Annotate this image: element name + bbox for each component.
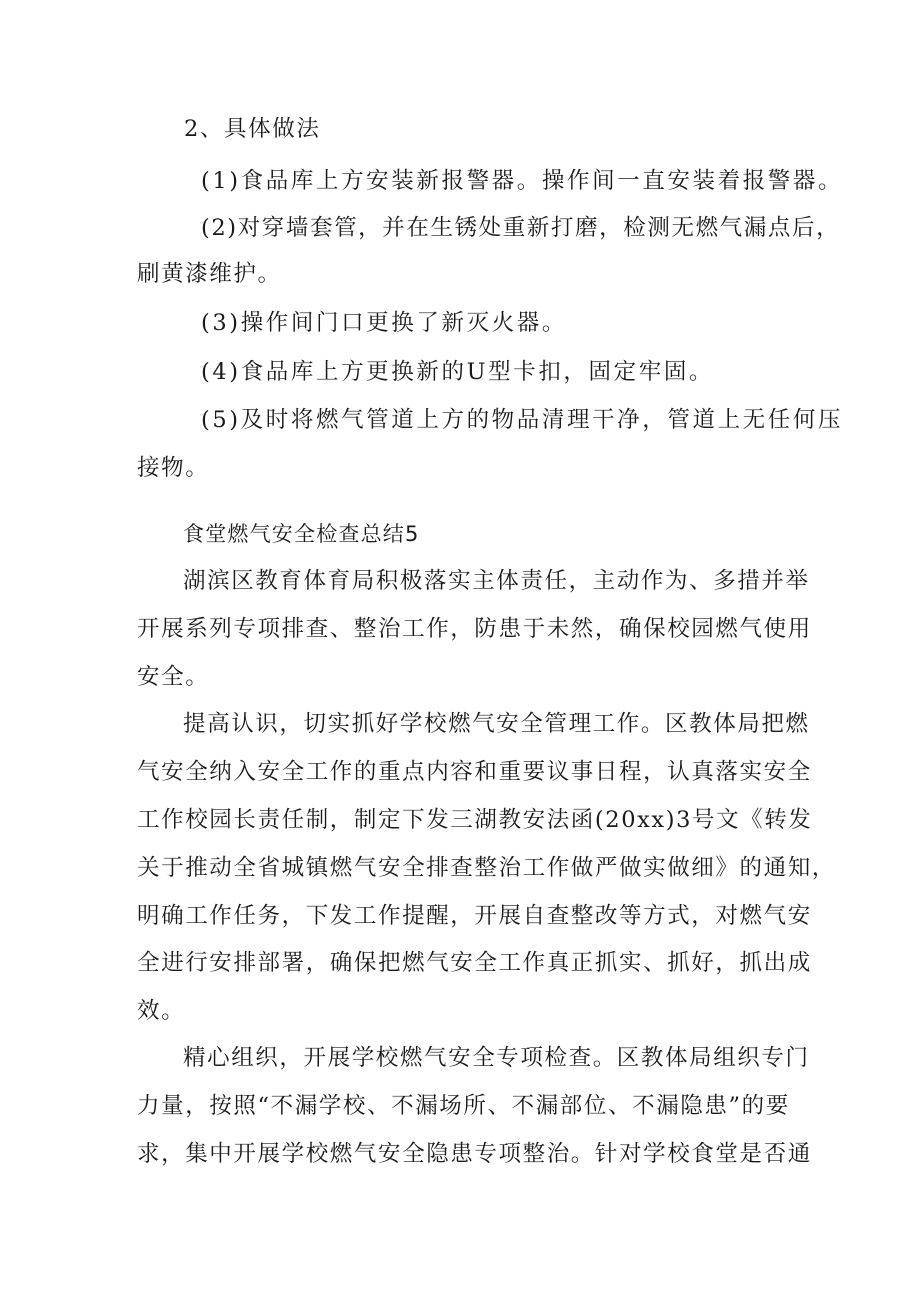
- list-item-5: (5)及时将燃气管道上方的物品清理干净，管道上无任何压: [201, 407, 844, 433]
- section-title: 食堂燃气安全检查总结5: [183, 522, 420, 546]
- paragraph-2-line-7: 效。: [137, 998, 186, 1024]
- paragraph-2-line-3: 工作校园长责任制，制定下发三湖教安法函(20xx)3号文《转发: [137, 807, 813, 833]
- paragraph-1-line-3: 安全。: [137, 664, 210, 690]
- list-item-2: (2)对穿墙套管，并在生锈处重新打磨，检测无燃气漏点后，: [201, 215, 841, 241]
- paragraph-2-line-4: 关于推动全省城镇燃气安全排查整治工作做严做实做细》的通知，: [137, 855, 836, 881]
- list-item-1: (1)食品库上方安装新报警器。操作间一直安装着报警器。: [201, 168, 844, 194]
- paragraph-3-line-2: 力量，按照“不漏学校、不漏场所、不漏部位、不漏隐患”的要: [137, 1093, 790, 1119]
- paragraph-2-line-2: 气安全纳入安全工作的重点内容和重要议事日程，认真落实安全: [137, 759, 812, 785]
- list-item-2-continuation: 刷黄漆维护。: [137, 261, 282, 287]
- subheading: 2、具体做法: [184, 116, 321, 142]
- list-item-3: (3)操作间门口更换了新灭火器。: [201, 310, 567, 336]
- paragraph-1-line-1: 湖滨区教育体育局积极落实主体责任，主动作为、多措并举: [183, 568, 810, 594]
- paragraph-3-line-1: 精心组织，开展学校燃气安全专项检查。区教体局组织专门: [183, 1045, 810, 1071]
- paragraph-2-line-6: 全进行安排部署，确保把燃气安全工作真正抓实、抓好，抓出成: [137, 950, 812, 976]
- paragraph-3-line-3: 求，集中开展学校燃气安全隐患专项整治。针对学校食堂是否通: [137, 1141, 812, 1167]
- paragraph-2-line-5: 明确工作任务，下发工作提醒，开展自查整改等方式，对燃气安: [137, 903, 812, 929]
- list-item-4: (4)食品库上方更换新的U型卡扣，固定牢固。: [201, 359, 715, 385]
- list-item-5-continuation: 接物。: [137, 455, 210, 481]
- paragraph-2-line-1: 提高认识，切实抓好学校燃气安全管理工作。区教体局把燃: [183, 711, 810, 737]
- paragraph-1-line-2: 开展系列专项排查、整治工作，防患于未然，确保校园燃气使用: [137, 616, 812, 642]
